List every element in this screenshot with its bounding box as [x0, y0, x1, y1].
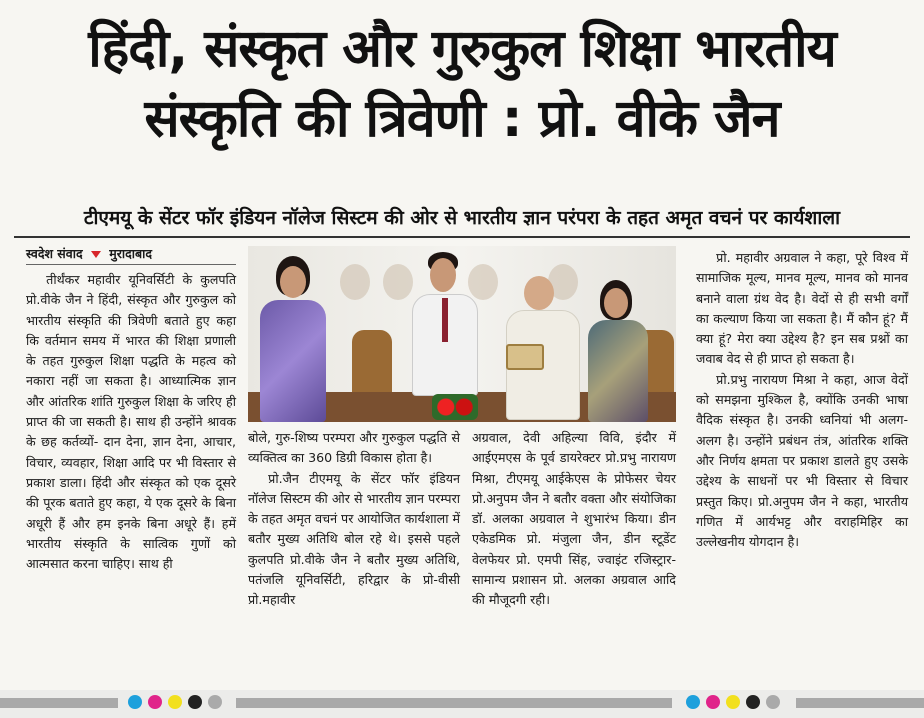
- subheadline: टीएमयू के सेंटर फॉर इंडियन नॉलेज सिस्टम की ओर से भारतीय ज्ञान परंपरा के तहत अमृत वचनं पर कार्यशाला: [83, 207, 841, 229]
- article-column-3: [472, 428, 676, 611]
- divider: [14, 236, 910, 238]
- byline-source: स्वदेश संवाद: [26, 246, 83, 261]
- paragraph: प्रो.प्रभु नारायण मिश्रा ने कहा, आज वेदों को समझना मुश्किल है, क्योंकि उनकी भाषा वैदिक संस्कृत है। उनकी ध्वनियां भी अलग-अलग है। उन्होंने प्रबंधन तंत्र, आंतरिक शक्ति और निर्णय क्षमता पर प्रकाश डालते हुए उसके उद्देश्य के साधनों पर भी विस्तार से विचार प्रस्तुत किए। प्रो.अनुपम जैन ने कहा, भारतीय गणित में आर्यभट्ट और वराहमिहिर का उल्लेखनीय योगदान है।: [696, 371, 908, 550]
- paragraph: प्रो. महावीर अग्रवाल ने कहा, पूरे विश्व में सामाजिक मूल्य, मानव मूल्य, मानव को मानव बनाने वाला ग्रंथ वेद है। वेदों से ही सभी वर्गों का कल्याण किया जा सकता है। मैं कौन हूं? मैं क्या हूं? मेरा क्या उद्देश्य है? इन सब प्रश्नों का जवाब वेद से ही प्राप्त हो सकता है।: [696, 250, 908, 367]
- byline: [26, 244, 236, 265]
- byline-city: मुरादाबाद: [109, 246, 153, 261]
- paragraph: तीर्थंकर महावीर यूनिवर्सिटी के कुलपति प्रो.वीके जैन ने हिंदी, संस्कृत और गुरुकुल को भारतीय संस्कृति की त्रिवेणी बताते हुए कहा कि वर्तमान समय में भारत की शिक्षा प्रणाली के तहत गुरुकुल शिक्षा पद्धति के महत्व को नकारा नहीं जा सकता है। आध्यात्मिक ज्ञान और आंतरिक शांति गुरुकुल शिक्षा के जरिए ही प्राप्त की जा सकती है। साथ ही उन्होंने श्रावक के छह कर्तव्यों- दान देना, ज्ञान देना, आचार, विचार, व्यवहार, शिक्षा आदि पर भी विस्तार से प्रकाश डाला। हिंदी और संस्कृत को एक दूसरे की पूरक बताते हुए कहा, ये एक दूसरे के बिना अधूरी हैं और हम इनके बिना अधूरे हैं। हमें भारतीय संस्कृति के सात्विक गुणों को आत्मसात करना चाहिए। साथ ही: [26, 272, 236, 572]
- memento: [506, 344, 544, 370]
- triangle-icon: [91, 251, 101, 258]
- headline-line-2: संस्कृति की त्रिवेणी : प्रो. वीके जैन: [144, 89, 780, 149]
- headline: [0, 14, 924, 154]
- paragraph: प्रो.जैन टीएमयू के सेंटर फॉर इंडियन नॉलेज सिस्टम की ओर से भारतीय ज्ञान परम्परा के तहत अमृत वचनं पर आयोजित कार्यशाला में बतौर मुख्य अतिथि बोल रहे थे। इससे पहले कुलपति प्रो.वीके जैन ने बतौर मुख्य अतिथि, पतंजलि यूनिवर्सिटी, हरिद्वार के प्रो-वीसी प्रो.महावीर: [248, 470, 460, 608]
- headline-line-1: हिंदी, संस्कृत और गुरुकुल शिक्षा भारतीय: [88, 19, 836, 79]
- paragraph: बोले, गुरु-शिष्य परम्परा और गुरुकुल पद्धति से व्यक्तित्व का 360 डिग्री विकास होता है।: [248, 430, 460, 466]
- flower-bouquet: [432, 394, 478, 420]
- event-photo: [248, 246, 676, 422]
- article-column-1: [26, 270, 236, 574]
- article-column-4: [696, 248, 908, 552]
- paragraph: अग्रवाल, देवी अहिल्या विवि, इंदौर में आईएमएस के पूर्व डायरेक्टर प्रो.प्रभु नारायण मिश्रा, टीएमयू आईकेएस के प्रोफेसर चेयर प्रो.अनुपम जैन ने बतौर वक्ता और संयोजिका डॉ. अलका अग्रवाल ने शुभारंभ किया। डीन एकेडमिक प्रो. मंजुला जैन, डीन स्टूडेंट वेलफेयर प्रो. एमपी सिंह, ज्वाइंट रजिस्ट्रार-सामान्य प्रशासन प्रो. अलका अग्रवाल आदि की मौजूदगी रही।: [472, 430, 676, 608]
- article-column-2: [248, 428, 460, 611]
